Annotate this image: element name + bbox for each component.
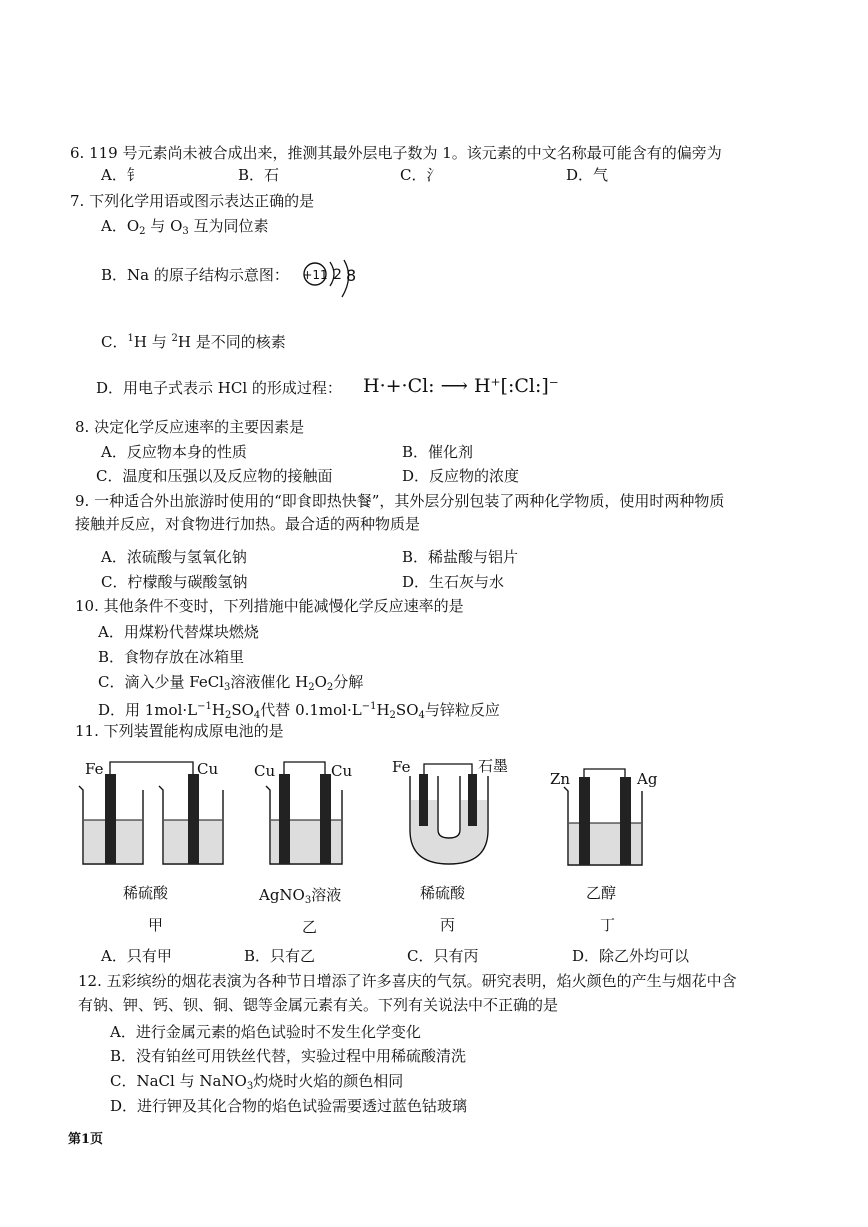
q10c-pre: C．滴入少量 FeCl [98, 673, 224, 691]
electrode-zn [579, 777, 590, 865]
q7c-sup1: 1 [127, 333, 134, 344]
device-jia-label: 甲 [148, 916, 164, 934]
q12-stem-line1: 12. 五彩缤纷的烟花表演为各种节日增添了许多喜庆的气氛。研究表明，焰火颜色的产生与烟花中含 [78, 972, 737, 990]
q7-option-d: D．用电子式表示 HCl 的形成过程： [96, 379, 342, 397]
q7a-mid: 与 O [150, 217, 183, 235]
q9-option-a: A．浓硫酸与氢氧化钠 [101, 548, 247, 566]
q6-option-d: D．气 [566, 166, 609, 184]
hcl-formula-right: H⁺[:Cl:]⁻ [473, 375, 559, 397]
wire [284, 762, 325, 788]
q6-option-b: B．石 [238, 166, 280, 184]
shell-1-count: 2 [333, 267, 342, 283]
q12-option-a: A．进行金属元素的焰色试验时不发生化学变化 [110, 1023, 421, 1041]
q10d-mid5: SO [395, 701, 419, 719]
yi-sol-post: 溶液 [311, 886, 342, 904]
device-bing-diagram [404, 760, 504, 870]
yi-sol-sub: 3 [304, 895, 312, 906]
nucleus-charge: +11 [302, 268, 328, 282]
q7c-post: H 是不同的核素 [177, 333, 286, 351]
q8-option-a: A．反应物本身的性质 [101, 443, 247, 461]
q9-stem-line2: 接触并反应，对食物进行加热。最合适的两种物质是 [75, 515, 421, 533]
device-ding-solution: 乙醇 [586, 884, 617, 902]
q10d-sub3: 2 [389, 710, 396, 721]
q9-option-d: D．生石灰与水 [402, 573, 505, 591]
q10c-mid2: O [314, 673, 327, 691]
q7c-sup2: 2 [171, 333, 178, 344]
q7a-sub1: 2 [139, 226, 146, 237]
q8-option-b: B．催化剂 [402, 443, 474, 461]
q12c-pre: C．NaCl 与 NaNO [110, 1072, 247, 1090]
device-bing-label: 丙 [440, 916, 456, 934]
q7-option-c [101, 329, 286, 352]
electrode-fe [419, 774, 428, 826]
wire [110, 762, 193, 788]
q7c-mid: H 与 [133, 333, 172, 351]
na-atom-structure-diagram [300, 257, 370, 301]
device-yi-solution [259, 884, 341, 906]
q10d-mid3: 代替 0.1mol·L [260, 701, 362, 719]
device-jia-solution: 稀硫酸 [123, 884, 169, 902]
q10d-sub2: 4 [253, 710, 261, 721]
wire [424, 764, 472, 774]
q10-option-a: A．用煤粉代替煤块燃烧 [98, 623, 259, 641]
q10c-sub1: 3 [224, 682, 231, 693]
q7-option-b: B．Na 的原子结构示意图： [101, 266, 289, 284]
q7a-pre: A．O [101, 217, 140, 235]
q12c-post: 灼烧时火焰的颜色相同 [253, 1072, 404, 1090]
q10d-post: 与锌粒反应 [424, 701, 500, 719]
q10-option-c [98, 672, 363, 698]
q10d-sup1: −1 [197, 701, 212, 712]
q7a-sub2: 3 [182, 226, 189, 237]
q10d-mid: H [211, 701, 225, 719]
device-yi-left-electrode: Cu [254, 762, 276, 780]
q12-option-d: D．进行钾及其化合物的焰色试验需要透过蓝色钴玻璃 [110, 1097, 468, 1115]
electrode-cu-left [279, 774, 290, 864]
electrode-ag [620, 777, 631, 865]
q10c-post: 分解 [333, 673, 364, 691]
q10d-mid2: SO [231, 701, 254, 719]
q7c-pre: C． [101, 333, 128, 351]
device-ding-right-electrode: Ag [637, 770, 658, 788]
q12-option-b: B．没有铂丝可用铁丝代替，实验过程中用稀硫酸清洗 [110, 1047, 467, 1065]
q10-stem: 10. 其他条件不变时，下列措施中能减慢化学反应速率的是 [75, 597, 464, 615]
device-bing-left-electrode: Fe [392, 758, 411, 776]
q8-option-d: D．反应物的浓度 [402, 467, 520, 485]
q10d-sub1: 2 [224, 710, 232, 721]
q9-option-b: B．稀盐酸与铝片 [402, 548, 519, 566]
q11-option-a: A．只有甲 [101, 947, 172, 965]
q7a-post: 互为同位素 [193, 217, 269, 235]
q10-option-b: B．食物存放在冰箱里 [98, 648, 245, 666]
hcl-formula-left: H·+·Cl: [363, 375, 435, 397]
q9-option-c: C．柠檬酸与碳酸氢钠 [101, 573, 248, 591]
q12-stem-line2: 有钠、钾、钙、钡、铜、锶等金属元素有关。下列有关说法中不正确的是 [78, 996, 559, 1014]
q12c-sub: 3 [246, 1081, 254, 1092]
hcl-formula-arrow: ⟶ [440, 375, 468, 397]
q8-stem: 8. 决定化学反应速率的主要因素是 [75, 418, 305, 436]
u-tube-inner [438, 776, 460, 838]
q7-stem: 7. 下列化学用语或图示表达正确的是 [70, 192, 315, 210]
q10d-mid4: H [376, 701, 390, 719]
device-ding-label: 丁 [600, 916, 616, 934]
electrode-cu [188, 774, 199, 864]
q6-stem: 6. 119 号元素尚未被合成出来，推测其最外层电子数为 1。该元素的中文名称最可能含有的偏旁为 [70, 144, 722, 162]
wire [584, 769, 625, 791]
device-jia-left-electrode: Fe [85, 760, 104, 778]
q10c-mid: 溶液催化 H [230, 673, 309, 691]
q8-option-c: C．温度和压强以及反应物的接触面 [96, 467, 333, 485]
device-yi-right-electrode: Cu [331, 762, 353, 780]
electrode-fe [105, 774, 116, 864]
q6-option-a: A．钅 [101, 166, 142, 184]
q11-option-d: D．除乙外均可以 [572, 947, 690, 965]
device-ding-left-electrode: Zn [550, 770, 571, 788]
q11-option-c: C．只有丙 [407, 947, 479, 965]
device-yi-label: 乙 [302, 918, 318, 936]
device-bing-right-electrode: 石墨 [478, 757, 509, 775]
page-number: 第1页 [68, 1132, 104, 1147]
q10d-pre: D．用 1mol·L [98, 701, 198, 719]
q9-stem-line1: 9. 一种适合外出旅游时使用的“即食即热快餐”，其外层分别包装了两种化学物质，使用时两种物质 [75, 492, 725, 510]
hcl-formation-formula [363, 373, 559, 399]
q7-option-a [101, 216, 269, 242]
q11-stem: 11. 下列装置能构成原电池的是 [75, 722, 284, 740]
q6-option-c: C．氵 [400, 166, 442, 184]
q10c-sub2: 2 [308, 682, 315, 693]
shell-2-count: 8 [346, 266, 357, 285]
q10d-sup2: −1 [361, 701, 377, 712]
electrode-graphite [468, 774, 477, 826]
electrode-cu-right [320, 774, 331, 864]
q10d-sub4: 4 [418, 710, 425, 721]
q11-option-b: B．只有乙 [244, 947, 316, 965]
q10c-sub3: 2 [326, 682, 334, 693]
device-jia-right-electrode: Cu [197, 760, 219, 778]
q12-option-c [110, 1071, 403, 1097]
yi-sol-pre: AgNO [259, 886, 305, 904]
device-bing-solution: 稀硫酸 [420, 884, 466, 902]
